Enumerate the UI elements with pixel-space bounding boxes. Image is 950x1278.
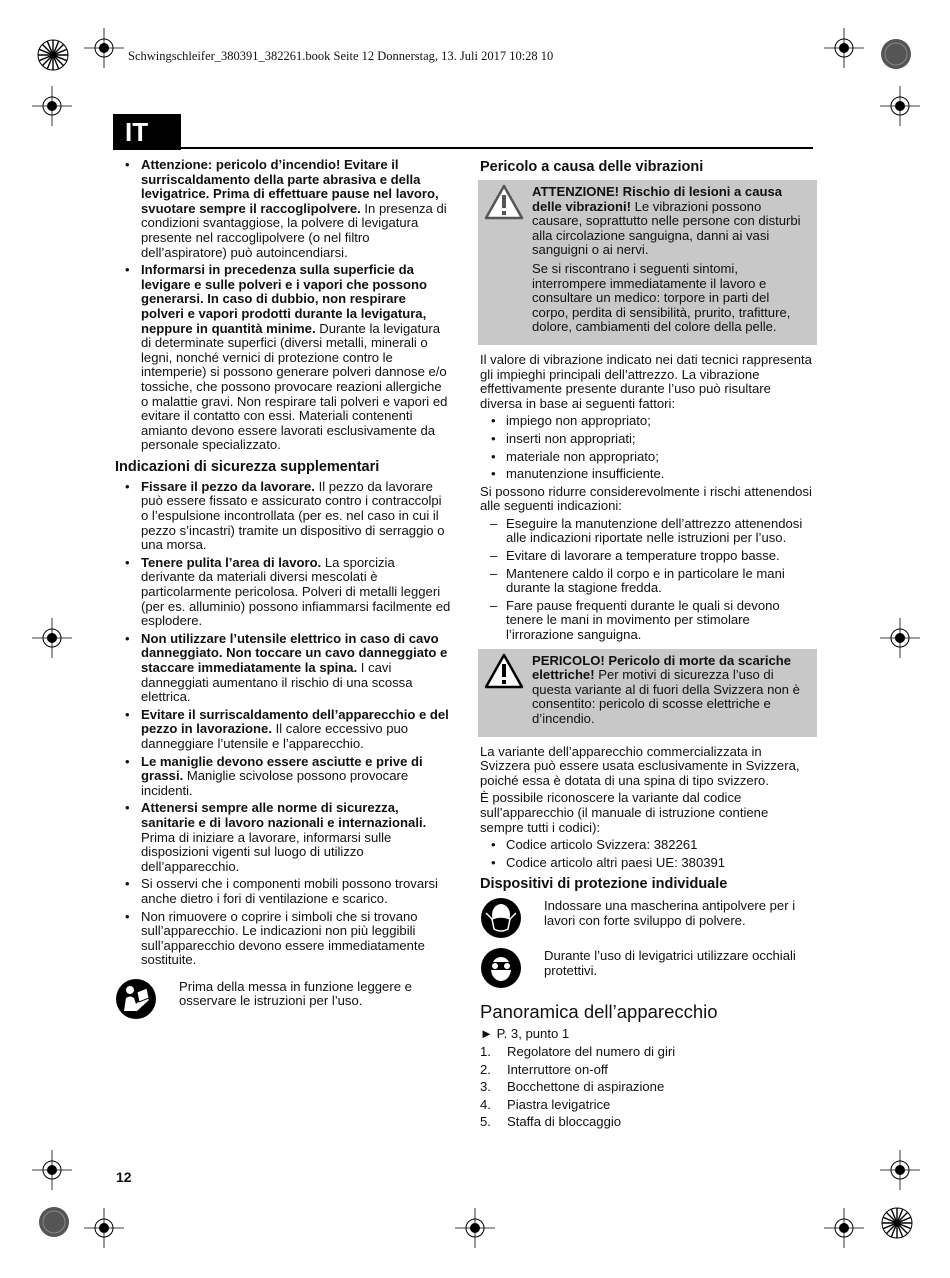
list-item: • manutenzione insufficiente. [480,467,815,482]
crosshair-mark-icon [880,1150,920,1190]
section-heading: Pericolo a causa delle vibrazioni [480,159,704,175]
list-item: 5. Staffa di bloccaggio [480,1114,622,1130]
registration-mark-icon [36,38,70,72]
swiss-variant-paragraph: La variante dell’apparecchio commercializzata in Svizzera può essere usata esclusivamente in Svizzera, poiché essa è dotata di una spina di tipo svizzero. [480,743,800,788]
list-item: – Eseguire la manutenzione dell’attrezzo attenendosi alle indicazioni riportate nelle istruzioni per l’uso. [480,517,815,546]
list-item: • Informarsi in precedenza sulla superficie da levigare e sulle polveri e i vapori che possono generarsi. In caso di dubbio, non respirare polveri e vapori prodotti durante la levigatura, neppure in quantità minime. Durante la levigatura di determinate superfici (diversi metalli, minerali o legni, nonché vernici di protezione contro le intemperie) si possono generare polveri dannose e/o tossiche, che possono provocare reazioni allergiche o malattie gravi. Non respirare tali polveri e vapori ed evitare il contatto con essi. Materiali contenenti amianto devono essere lavorati esclusivamente da personale specializzato. [115,263,451,453]
header-rule [181,147,813,149]
grey-dot-mark-icon [880,38,912,70]
vibration-paragraph: Il valore di vibrazione indicato nei dati tecnici rappresenta gli impieghi principali dell’attrezzo. La vibrazione effettivamente presente durante l’uso può risultare diversa in base ai seguenti fattori: [480,351,812,411]
safety-goggles-icon [480,947,522,989]
list-item: – Evitare di lavorare a temperature troppo basse. [480,549,815,564]
grey-dot-mark-icon [38,1206,70,1238]
overview-heading: Panoramica dell’apparecchio [480,1001,718,1023]
manual-note [115,978,451,1020]
parts-list [480,1045,815,1130]
list-item: • Attenersi sempre alle norme di sicurezza, sanitarie e di lavoro nazionali e internazionali. Prima di iniziare a lavorare, informarsi sulle disposizioni vigenti sul luogo di utilizzo dell’apparecchio. [115,801,451,874]
crosshair-mark-icon [32,1150,72,1190]
list-item: • Non utilizzare l’utensile elettrico in caso di cavo danneggiato. Non toccare un cavo danneggiato e staccare immediatamente la spina. I cavi danneggiati aumentano il rischio di una scossa elettrica. [115,632,451,705]
language-tab: IT [113,114,181,150]
list-item: • Le maniglie devono essere asciutte e prive di grassi. Maniglie scivolose possono provocare incidenti. [115,755,451,799]
list-item: 2. Interruttore on-off [480,1061,608,1077]
crosshair-mark-icon [824,28,864,68]
list-item: • Attenzione: pericolo d’incendio! Evitare il surriscaldamento della parte abrasiva e della levigatrice. Prima di effettuare pause nel lavoro, svuotare sempre il raccoglipolvere. In presenza di condizioni svantaggiose, la polvere di levigatura presente nel raccoglipolvere (o nel filtro dell’aspiratore) può autoincendiarsi. [115,158,451,260]
list-item: • Fissare il pezzo da lavorare. Il pezzo da lavorare può essere fissato e assicurato contro i contraccolpi o l’espulsione incontrollata (per es. nel caso in cui il pezzo s’incastri) tramite un dispositivo di serraggio o una morsa. [115,480,451,553]
crosshair-mark-icon [84,28,124,68]
list-item: 1. Regolatore del numero di giri [480,1043,676,1059]
read-manual-icon [115,978,157,1020]
crosshair-mark-icon [455,1208,495,1248]
list-item: 4. Piastra levigatrice [480,1096,611,1112]
list-item: – Fare pause frequenti durante le quali si devono tenere le mani in movimento per stimolare l’irrorazione sanguigna. [480,599,815,643]
ppe-mask-text: Indossare una mascherina antipolvere per i lavori con forte sviluppo di polvere. [544,898,796,928]
warning-triangle-icon [484,184,524,220]
list-item: 3. Bocchettone di aspirazione [480,1079,665,1095]
list-item: • Si osservi che i componenti mobili possono trovarsi anche dietro i fori di ventilazione e scarico. [115,877,451,906]
left-column [115,158,451,1028]
risk-measures-list [480,517,815,643]
ppe-goggles-text: Durante l’uso di levigatrici utilizzare occhiali protettivi. [544,948,796,978]
print-header: Schwingschleifer_380391_382261.book Seite 12 Donnerstag, 13. Juli 2017 10:28 10 [128,49,554,63]
manual-note-text: Prima della messa in funzione leggere e osservare le istruzioni per l’uso. [179,978,412,1009]
article-codes-list [480,838,815,870]
section-heading: Dispositivi di protezione individuale [480,876,728,893]
dust-mask-icon [480,897,522,939]
list-item: • Non rimuovere o coprire i simboli che si trovano sull’apparecchio. Le indicazioni non più leggibili sull’apparecchio devono essere immediatamente sostituite. [115,910,451,968]
vibration-factors-list [480,414,815,481]
ppe-mask [480,897,815,939]
crosshair-mark-icon [880,86,920,126]
supplementary-safety-list [115,480,451,968]
crosshair-mark-icon [824,1208,864,1248]
list-item: • Evitare il surriscaldamento dell’apparecchio e del pezzo in lavorazione. Il calore eccessivo puo danneggiare l’utensile e l’apparecchio. [115,708,451,752]
list-item: • Tenere pulita l’area di lavoro. La sporcizia derivante da materiali diversi mescolati è particolarmente pericolosa. Polveri di metalli leggeri (per es. alluminio) possono infiammarsi facilmente ed esplodere. [115,556,451,629]
vibration-warning-box: ATTENZIONE! Rischio di lesioni a causa delle vibrazioni! Le vibrazioni possono causare, soprattutto nelle persone con disturbi alla circolazione sanguigna, danni ai vasi sanguigni o ai nervi. Se si riscontrano i seguenti sintomi, interrompere immediatamente il lavoro e consultare un medico: torpore in parti del corpo, perdita di sensibilità, prurito, trafitture, dolore, cambiamenti del colore della pelle. [478,180,817,345]
registration-mark-icon [880,1206,914,1240]
right-column [480,158,815,1133]
electric-danger-box: PERICOLO! Pericolo di morte da scariche elettriche! Per motivi di sicurezza l’uso di questa variante al di fuori della Svizzera non è consentito: pericolo di scosse elettriche e d’incendio. [478,649,817,737]
list-item: • inserti non appropriati; [480,432,815,447]
crosshair-mark-icon [84,1208,124,1248]
danger-triangle-icon [484,653,524,689]
list-item: • Codice articolo altri paesi UE: 380391 [480,856,815,871]
code-paragraph: È possibile riconoscere la variante dal codice sull’apparecchio (il manuale di istruzione contiene sempre tutti i codici): [480,790,769,835]
page-number: 12 [116,1169,132,1185]
list-item: • impiego non appropriato; [480,414,815,429]
section-heading: Indicazioni di sicurezza supplementari [115,458,380,475]
list-item: – Mantenere caldo il corpo e in particolare le mani durante la stagione fredda. [480,567,815,596]
fire-safety-list [115,158,451,453]
list-item: • materiale non appropriato; [480,450,815,465]
figure-reference: ► P. 3, punto 1 [480,1026,570,1042]
ppe-goggles [480,947,815,989]
crosshair-mark-icon [32,618,72,658]
list-item: • Codice articolo Svizzera: 382261 [480,838,815,853]
crosshair-mark-icon [32,86,72,126]
reduce-paragraph: Si possono ridurre considerevolmente i rischi attenendosi alle seguenti indicazioni: [480,483,812,514]
crosshair-mark-icon [880,618,920,658]
